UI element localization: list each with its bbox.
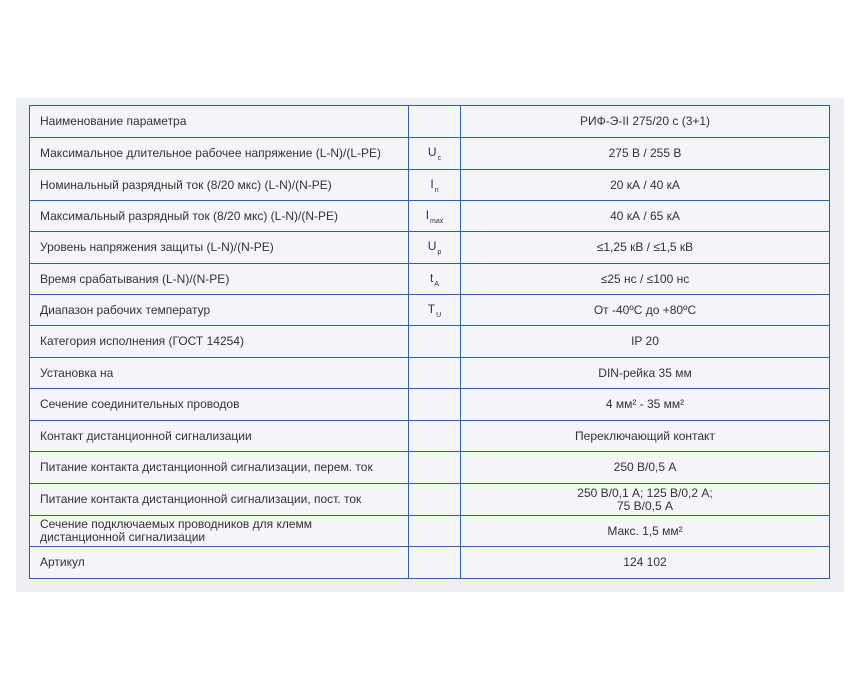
parameter-name-cell (30, 421, 409, 452)
symbol-cell (409, 201, 461, 232)
parameter-value: 275 В / 255 В (608, 146, 682, 160)
table-row (30, 358, 830, 389)
parameter-value: 250 В/0,1 А; 125 В/0,2 А; 75 В/0,5 А (577, 485, 713, 513)
parameter-value: 124 102 (623, 555, 667, 569)
parameter-name: Наименование параметра (40, 114, 187, 128)
parameter-value: 4 мм² - 35 мм² (605, 397, 685, 411)
parameter-name-cell (30, 516, 409, 547)
symbol-cell (409, 358, 461, 389)
parameter-value-cell (461, 295, 830, 326)
symbol-cell (409, 516, 461, 547)
table-row (30, 170, 830, 201)
table-row (30, 201, 830, 232)
parameter-value-cell (461, 106, 830, 138)
parameter-value-cell (461, 389, 830, 421)
parameter-name-cell (30, 452, 409, 484)
parameter-value-cell (461, 484, 830, 516)
symbol-cell (409, 484, 461, 516)
symbol-subscript: max (430, 217, 444, 225)
parameter-value-cell (461, 264, 830, 295)
parameter-value: Переключающий контакт (575, 428, 715, 443)
parameter-value-cell (461, 326, 830, 358)
parameter-name-cell (30, 264, 409, 295)
table-row (30, 421, 830, 452)
parameter-value: ≤1,25 кВ / ≤1,5 кВ (596, 240, 694, 254)
parameter-name: Артикул (40, 555, 85, 569)
parameter-name: Сечение соединительных проводов (40, 397, 240, 411)
symbol-subscript: p (437, 249, 442, 256)
table-row (30, 295, 830, 326)
table-row (30, 106, 830, 138)
parameter-value-cell (461, 358, 830, 389)
symbol-cell (409, 452, 461, 484)
symbol: I (425, 207, 430, 222)
table-row (30, 264, 830, 295)
symbol: t (429, 270, 434, 285)
symbol-cell (409, 138, 461, 170)
table-row (30, 232, 830, 264)
symbol-subscript: n (434, 186, 439, 194)
parameter-value-cell (461, 232, 830, 264)
parameter-name: Установка на (40, 365, 114, 380)
symbol-cell (409, 264, 461, 295)
symbol: I (430, 176, 434, 191)
symbol-cell (409, 232, 461, 264)
parameter-value: IP 20 (631, 334, 659, 348)
table-row (30, 138, 830, 170)
parameter-value: 20 кА / 40 кА (610, 177, 680, 192)
parameter-value: От -40ºС до +80ºС (593, 302, 697, 317)
parameter-name-cell (30, 138, 409, 170)
parameter-name-cell (30, 547, 409, 579)
symbol-cell (409, 295, 461, 326)
parameter-value: DIN-рейка 35 мм (598, 365, 692, 380)
parameter-value: Макс. 1,5 мм² (607, 523, 683, 538)
parameter-value-cell (461, 170, 830, 201)
parameter-name: Контакт дистанционной сигнализации (40, 428, 252, 443)
parameter-name: Сечение подключаемых проводников для клемм дистанционной сигнализации (40, 517, 313, 544)
table-row (30, 516, 830, 547)
symbol-cell (409, 421, 461, 452)
parameter-value: РИФ-Э-II 275/20 с (3+1) (579, 114, 711, 128)
table-row (30, 547, 830, 579)
symbol-cell (409, 170, 461, 201)
parameter-name-cell (30, 484, 409, 516)
parameter-name: Уровень напряжения защиты (L-N)/(N-PE) (40, 240, 274, 254)
parameter-name: Время срабатывания (L-N)/(N-PE) (40, 271, 230, 286)
symbol-cell (409, 326, 461, 358)
parameter-name-cell (30, 106, 409, 138)
parameter-name-cell (30, 170, 409, 201)
table-row (30, 484, 830, 516)
symbol: T (427, 301, 436, 316)
parameter-value-cell (461, 421, 830, 452)
symbol-subscript: c (437, 155, 442, 162)
parameter-name-cell (30, 232, 409, 264)
parameter-name: Диапазон рабочих температур (40, 302, 211, 317)
parameter-value-cell (461, 138, 830, 170)
symbol-cell (409, 106, 461, 138)
parameter-value: 40 кА / 65 кА (610, 208, 680, 223)
symbol-cell (409, 547, 461, 579)
symbol: U (427, 239, 437, 253)
parameter-name: Питание контакта дистанционной сигнализации, перем. ток (40, 460, 373, 474)
parameter-value-cell (461, 516, 830, 547)
symbol-subscript: A (434, 280, 439, 288)
parameter-name: Питание контакта дистанционной сигнализации, пост. ток (40, 492, 362, 506)
table-row (30, 452, 830, 484)
parameter-name-cell (30, 326, 409, 358)
symbol-cell (409, 389, 461, 421)
specifications-table (29, 105, 830, 579)
parameter-name-cell (30, 295, 409, 326)
parameter-name: Категория исполнения (ГОСТ 14254) (40, 334, 244, 348)
parameter-value: 250 В/0,5 А (613, 460, 677, 474)
parameter-name-cell (30, 358, 409, 389)
parameter-name-cell (30, 389, 409, 421)
symbol: U (427, 145, 437, 159)
parameter-name-cell (30, 201, 409, 232)
table-row (30, 389, 830, 421)
symbol-subscript: U (436, 311, 442, 319)
parameter-value: ≤25 нс / ≤100 нс (600, 271, 690, 286)
parameter-value-cell (461, 201, 830, 232)
parameter-name: Номинальный разрядный ток (8/20 мкс) (L-N)/(N-PE) (40, 177, 332, 192)
parameter-value-cell (461, 547, 830, 579)
parameter-name: Максимальное длительное рабочее напряжение (L-N)/(L-PE) (40, 146, 382, 160)
table-row (30, 326, 830, 358)
parameter-value-cell (461, 452, 830, 484)
parameter-name: Максимальный разрядный ток (8/20 мкс) (L-N)/(N-PE) (40, 208, 338, 223)
